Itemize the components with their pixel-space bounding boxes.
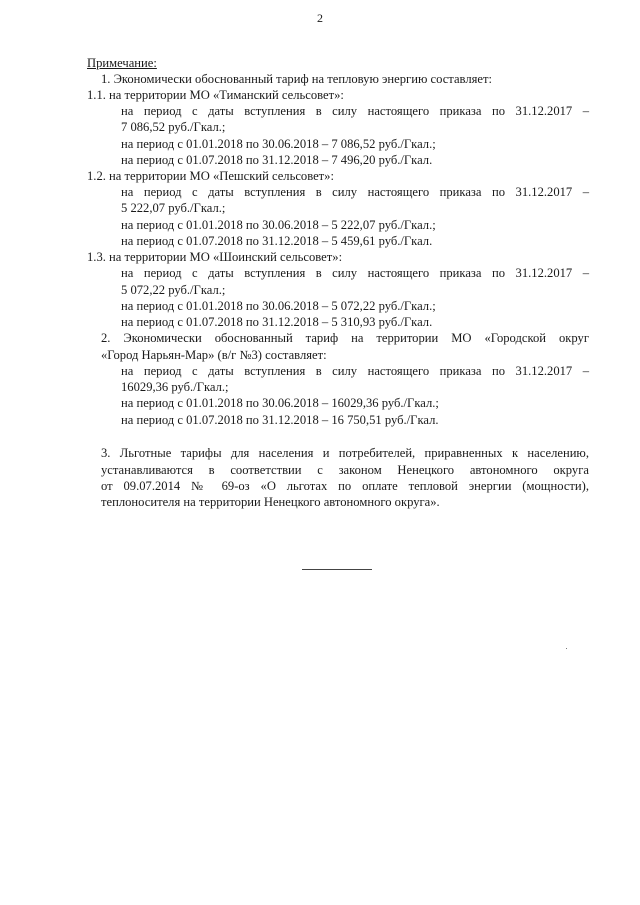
item-2-heading-cont: «Город Нарьян-Мар» (в/г №3) составляет: bbox=[101, 348, 327, 362]
sub-1-1-period-1: на период с даты вступления в силу настоящего приказа по 31.12.2017 – bbox=[121, 104, 589, 118]
sub-1-3-period-3: на период с 01.07.2018 по 31.12.2018 – 5 310,93 руб./Гкал. bbox=[121, 315, 433, 329]
item-1-heading: 1. Экономически обоснованный тариф на тепловую энергию составляет: bbox=[101, 72, 492, 86]
sub-1-2-period-3: на период с 01.07.2018 по 31.12.2018 – 5 459,61 руб./Гкал. bbox=[121, 234, 433, 248]
item-2-period-1: на период с даты вступления в силу настоящего приказа по 31.12.2017 – bbox=[121, 364, 589, 378]
sub-1-3-tariff-1: 5 072,22 руб./Гкал.; bbox=[121, 283, 226, 297]
end-divider bbox=[302, 569, 372, 570]
sub-1-2-period-2: на период с 01.01.2018 по 30.06.2018 – 5 222,07 руб./Гкал.; bbox=[121, 218, 436, 232]
item-3-line-2: устанавливаются в соответствии с законом Ненецкого автономного округа bbox=[101, 463, 589, 477]
sub-1-2-tariff-1: 5 222,07 руб./Гкал.; bbox=[121, 201, 226, 215]
sub-1-1-period-3: на период с 01.07.2018 по 31.12.2018 – 7 496,20 руб./Гкал. bbox=[121, 153, 433, 167]
page-number: 2 bbox=[317, 11, 323, 25]
item-2-heading: 2. Экономически обоснованный тариф на территории МО «Городской округ bbox=[101, 331, 589, 345]
item-3-line-4: теплоносителя на территории Ненецкого автономного округа». bbox=[101, 495, 440, 509]
sub-1-1-tariff-1: 7 086,52 руб./Гкал.; bbox=[121, 120, 226, 134]
item-2-period-3: на период с 01.07.2018 по 31.12.2018 – 16 750,51 руб./Гкал. bbox=[121, 413, 439, 427]
sub-1-2-heading: 1.2. на территории МО «Пешский сельсовет»: bbox=[87, 169, 334, 183]
sub-1-1-heading: 1.1. на территории МО «Тиманский сельсовет»: bbox=[87, 88, 344, 102]
note-title: Примечание: bbox=[87, 56, 157, 70]
sub-1-2-period-1: на период с даты вступления в силу настоящего приказа по 31.12.2017 – bbox=[121, 185, 589, 199]
item-3-line-1: 3. Льготные тарифы для населения и потребителей, приравненных к населению, bbox=[101, 446, 589, 460]
item-2-period-2: на период с 01.01.2018 по 30.06.2018 – 16029,36 руб./Гкал.; bbox=[121, 396, 439, 410]
sub-1-3-heading: 1.3. на территории МО «Шоинский сельсовет»: bbox=[87, 250, 343, 264]
scan-speck bbox=[566, 648, 567, 649]
item-2-tariff-1: 16029,36 руб./Гкал.; bbox=[121, 380, 229, 394]
sub-1-3-period-1: на период с даты вступления в силу настоящего приказа по 31.12.2017 – bbox=[121, 266, 589, 280]
sub-1-3-period-2: на период с 01.01.2018 по 30.06.2018 – 5 072,22 руб./Гкал.; bbox=[121, 299, 436, 313]
item-3-line-3: от 09.07.2014 № 69-оз «О льготах по оплате тепловой энергии (мощности), bbox=[101, 479, 589, 493]
sub-1-1-period-2: на период с 01.01.2018 по 30.06.2018 – 7 086,52 руб./Гкал.; bbox=[121, 137, 436, 151]
